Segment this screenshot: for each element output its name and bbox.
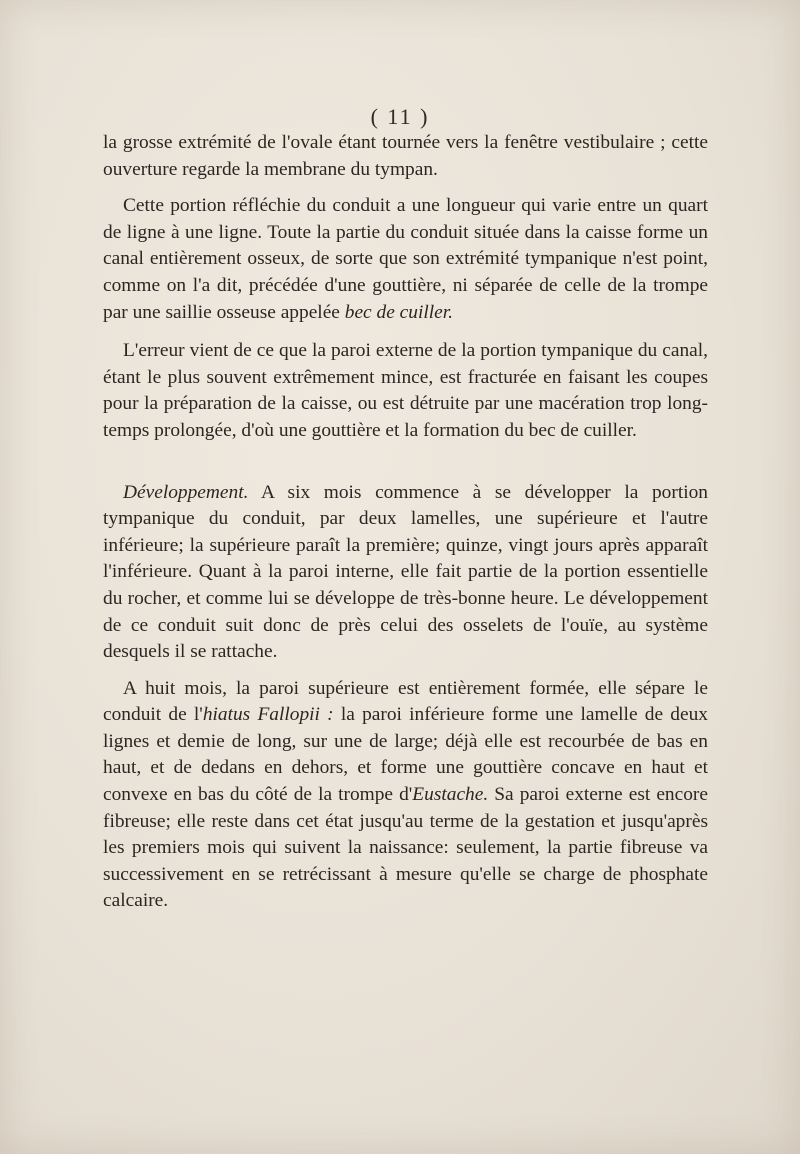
italic-term: bec de cuiller. [344, 301, 453, 323]
paragraph-text: Cette portion réfléchie du conduit a une longueur qui varie entre un quart de ligne à une ligne. Toute la partie du conduit située dans la caisse forme un canal entièrement osseux, de sorte que son extrémité tympanique n'est point, comme on l'a dit, précédée d'une gouttière, ni séparée de celle de la trompe par une saillie osseuse appelée [103, 195, 708, 323]
paragraph-developpement [103, 480, 708, 666]
paragraph-huit-mois [103, 676, 708, 915]
section-heading-italic: Développement. [123, 481, 249, 503]
italic-term: hiatus Fallopii : [202, 704, 334, 726]
italic-term: Eustache. [412, 784, 489, 806]
paragraph-text: la paroi inférieure forme une lamelle de deux lignes et demie de long, sur une de large; déjà elle est recourbée de bas en haut, et de dedans en dehors, et forme une gouttière concave en haut et convexe en bas du côté de la trompe d' [103, 704, 709, 806]
paragraph-portion-reflechie [103, 193, 708, 326]
page-number: ( 11 ) [370, 104, 430, 129]
paragraph-erreur: L'erreur vient de ce que la paroi externe de la portion tympanique du canal, étant le plus souvent extrêmement mince, est fracturée en faisant les coupes pour la préparation de la caisse, ou est détruite par une macération trop long-temps prolongée, d'où une gouttière et la formation du bec de cuiller. [103, 340, 708, 441]
body-text [103, 130, 708, 915]
paragraph-text: A six mois commence à se développer la portion tympanique du conduit, par deux lamelles, une supérieure et l'autre inférieure; la supérieure paraît la première; quinze, vingt jours après apparaît l'inférieure. Quant à la paroi interne, elle fait partie de la portion essentielle du rocher, et comme lui se développe de très-bonne heure. Le développement de ce conduit suit donc de près celui des osselets de l'ouïe, au système desquels il se rattache. [103, 481, 708, 663]
paragraph-text: A huit mois, la paroi supérieure est entièrement formée, elle sépare le conduit de l' [103, 677, 708, 726]
paragraph-continuation: la grosse extrémité de l'ovale étant tournée vers la fenêtre vestibulaire ; cette ouverture regarde la membrane du tympan. [103, 132, 708, 180]
paragraph-text: Sa paroi externe est encore fibreuse; elle reste dans cet état jusqu'au terme de la gestation et jusqu'après les premiers mois qui suivent la naissance: seulement, la partie fibreuse va successivement en se retrécissant à mesure qu'elle se charge de phosphate calcaire. [103, 784, 708, 912]
